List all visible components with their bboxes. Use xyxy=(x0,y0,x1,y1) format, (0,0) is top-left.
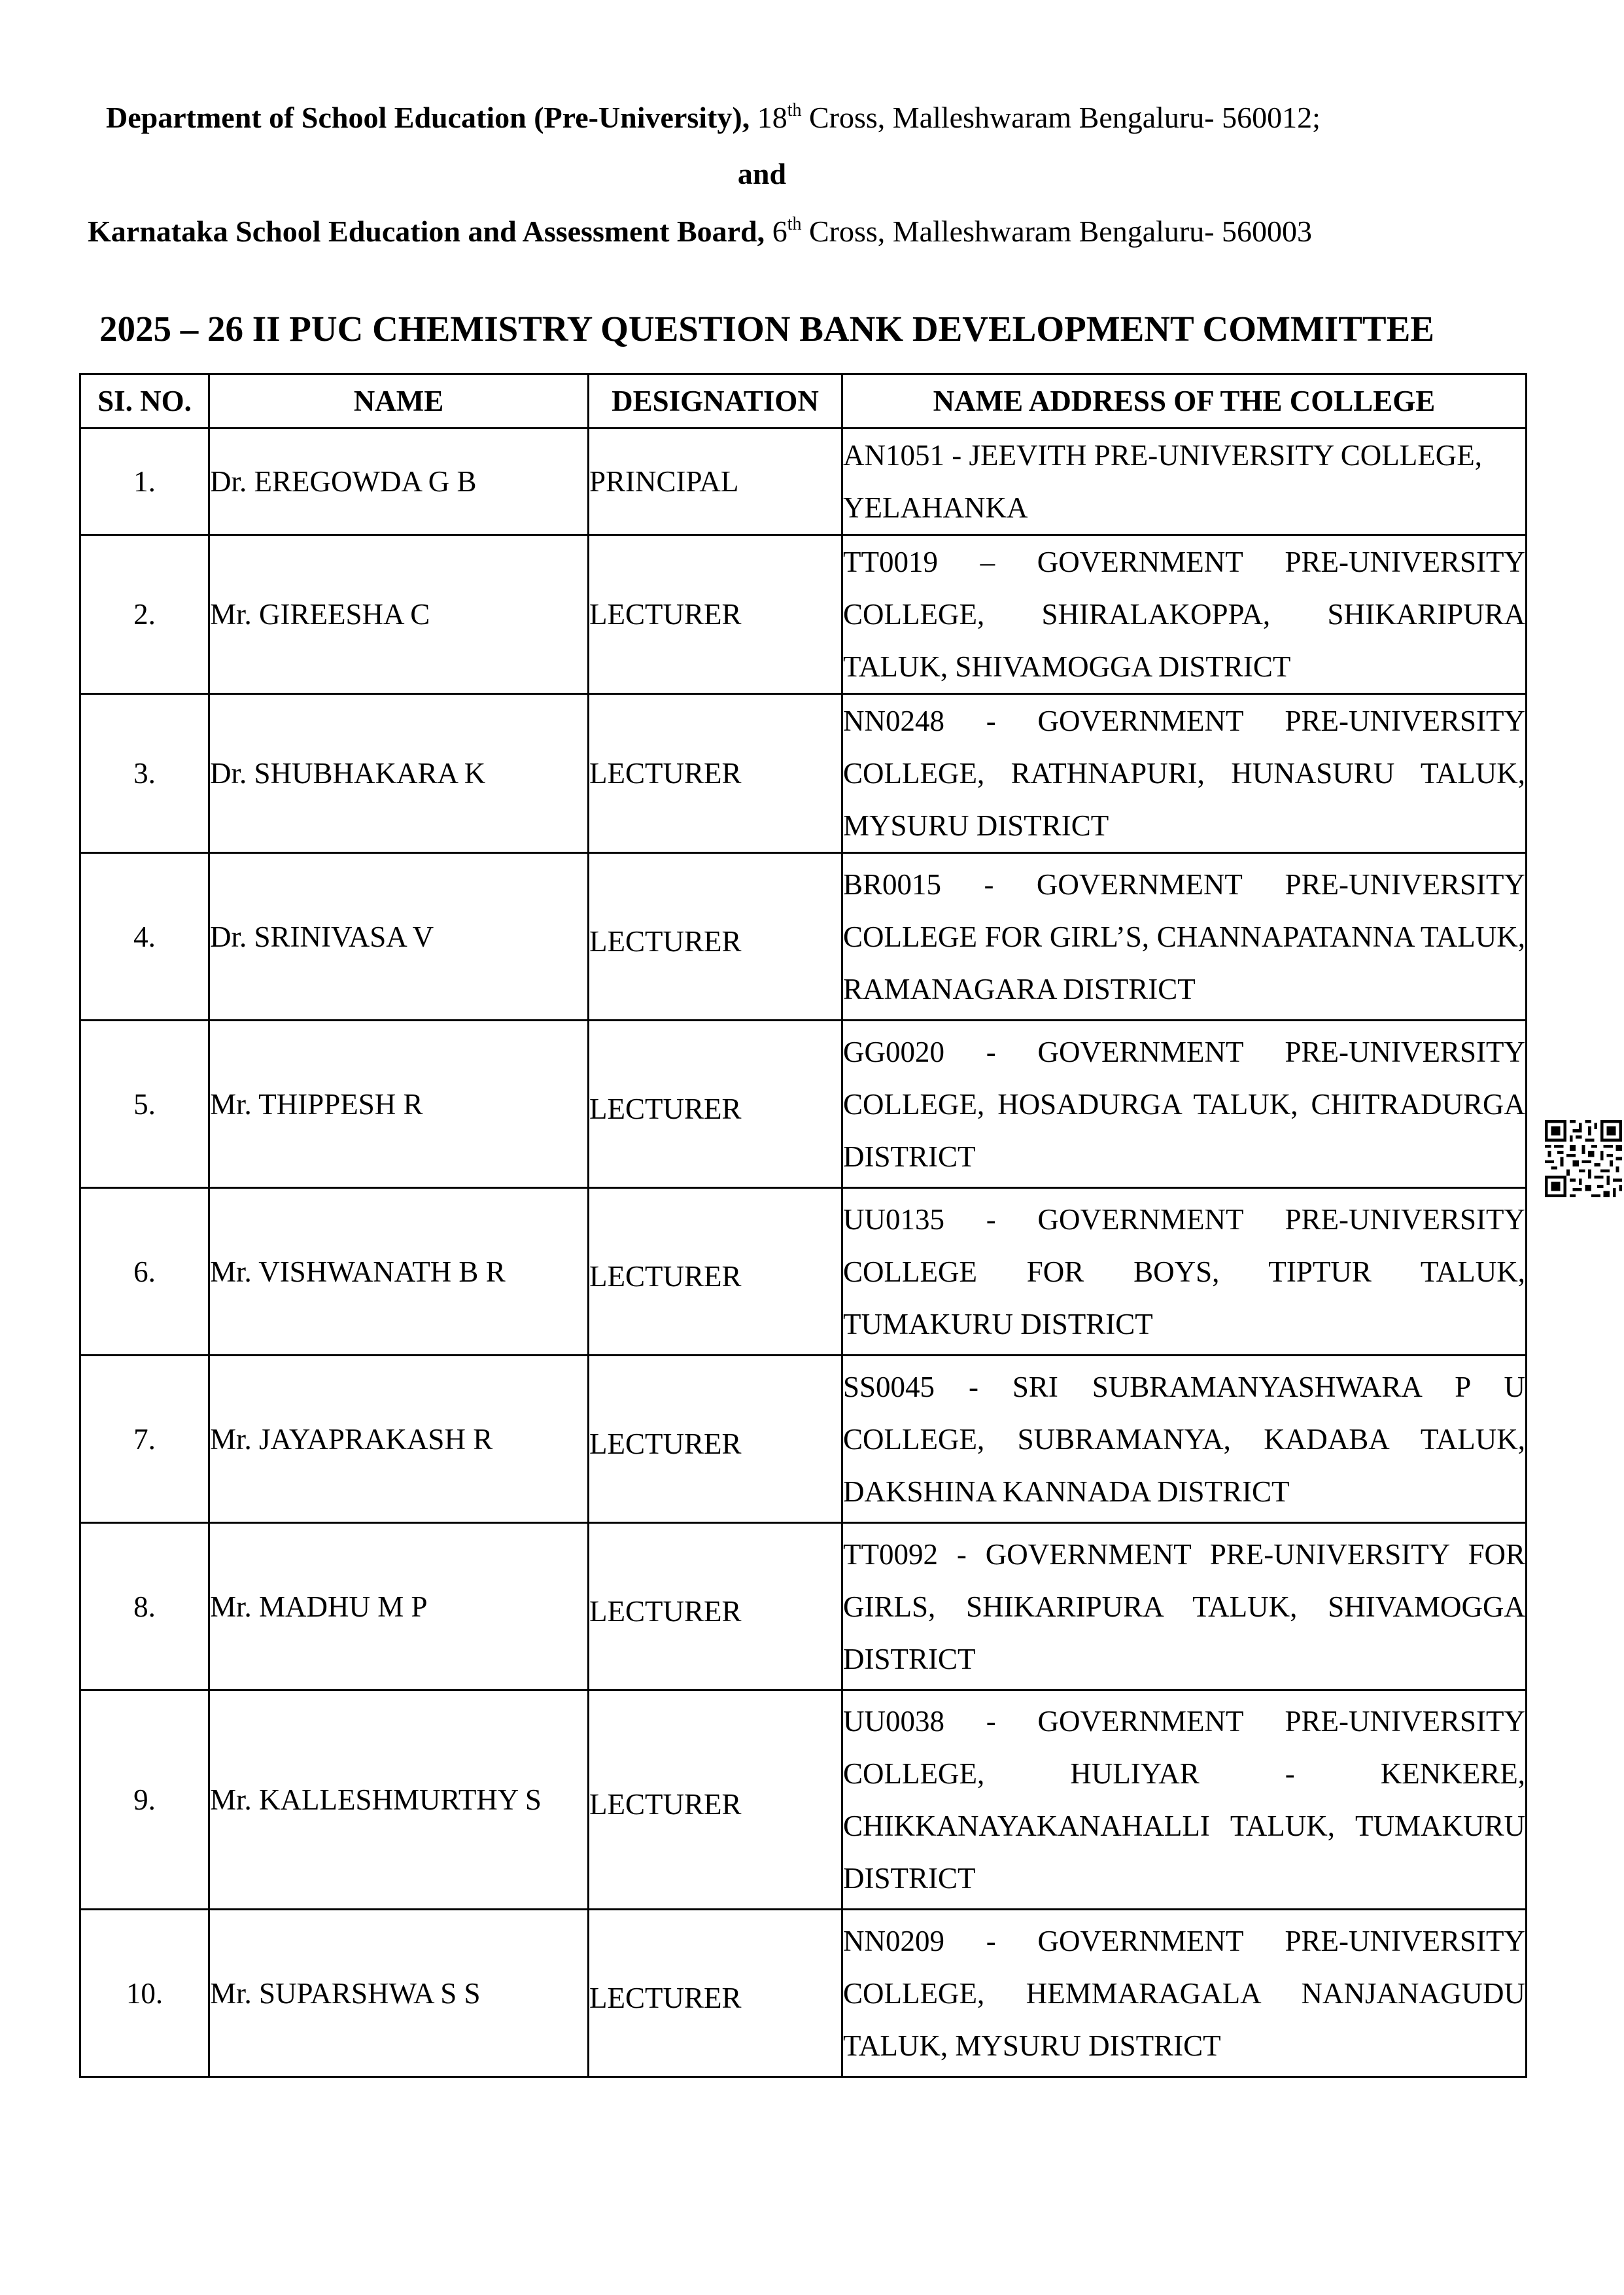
row-designation: LECTURER xyxy=(589,1691,842,1910)
row-sl-no: 2. xyxy=(80,535,209,694)
row-name: Mr. MADHU M P xyxy=(209,1523,589,1691)
table-row xyxy=(80,1021,1527,1188)
table-row xyxy=(80,853,1527,1021)
row-college: TT0092 - GOVERNMENT PRE-UNIVERSITY FOR GIRLS, SHIKARIPURA TALUK, SHIVAMOGGA DISTRICT xyxy=(842,1523,1527,1691)
department-name: Department of School Education (Pre-University), xyxy=(106,101,750,134)
row-sl-no: 3. xyxy=(80,694,209,853)
row-college: AN1051 - JEEVITH PRE-UNIVERSITY COLLEGE, YELAHANKA xyxy=(842,429,1527,535)
board-address: Cross, Malleshwaram Bengaluru- 560003 xyxy=(808,215,1313,248)
row-name: Mr. SUPARSHWA S S xyxy=(209,1910,589,2077)
row-designation: LECTURER xyxy=(589,1910,842,2077)
row-sl-no: 1. xyxy=(80,429,209,535)
row-name: Mr. THIPPESH R xyxy=(209,1021,589,1188)
department-cross-suffix: th xyxy=(787,100,802,120)
row-name: Dr. SHUBHAKARA K xyxy=(209,694,589,853)
row-college: UU0135 - GOVERNMENT PRE-UNIVERSITY COLLEGE FOR BOYS, TIPTUR TALUK, TUMAKURU DISTRICT xyxy=(842,1188,1527,1356)
header-sl-no: SI. NO. xyxy=(80,374,209,429)
table-row xyxy=(80,1691,1527,1910)
row-designation: LECTURER xyxy=(589,1188,842,1356)
department-cross-number: 18 xyxy=(757,101,787,134)
row-sl-no: 7. xyxy=(80,1356,209,1523)
row-college: BR0015 - GOVERNMENT PRE-UNIVERSITY COLLEGE FOR GIRL’S, CHANNAPATANNA TALUK, RAMANAGARA DISTRICT xyxy=(842,853,1527,1021)
table-row xyxy=(80,694,1527,853)
row-college: UU0038 - GOVERNMENT PRE-UNIVERSITY COLLEGE, HULIYAR - KENKERE, CHIKKANAYAKANAHALLI TALUK, TUMAKURU DISTRICT xyxy=(842,1691,1527,1910)
row-designation: LECTURER xyxy=(589,535,842,694)
board-name: Karnataka School Education and Assessment Board, xyxy=(88,215,765,248)
row-sl-no: 5. xyxy=(80,1021,209,1188)
table-row xyxy=(80,535,1527,694)
table-row xyxy=(80,1356,1527,1523)
row-name: Mr. KALLESHMURTHY S xyxy=(209,1691,589,1910)
row-designation: LECTURER xyxy=(589,1356,842,1523)
row-college: SS0045 - SRI SUBRAMANYASHWARA P U COLLEGE, SUBRAMANYA, KADABA TALUK, DAKSHINA KANNADA DISTRICT xyxy=(842,1356,1527,1523)
row-sl-no: 6. xyxy=(80,1188,209,1356)
row-college: TT0019 – GOVERNMENT PRE-UNIVERSITY COLLEGE, SHIRALAKOPPA, SHIKARIPURA TALUK, SHIVAMOGGA DISTRICT xyxy=(842,535,1527,694)
row-designation: LECTURER xyxy=(589,1021,842,1188)
row-college: GG0020 - GOVERNMENT PRE-UNIVERSITY COLLEGE, HOSADURGA TALUK, CHITRADURGA DISTRICT xyxy=(842,1021,1527,1188)
header-connector: and xyxy=(737,157,787,190)
row-name: Mr. GIREESHA C xyxy=(209,535,589,694)
committee-table xyxy=(79,373,1527,2078)
board-cross-suffix: th xyxy=(787,214,802,234)
row-name: Dr. EREGOWDA G B xyxy=(209,429,589,535)
row-name: Dr. SRINIVASA V xyxy=(209,853,589,1021)
table-header-row xyxy=(80,374,1527,429)
qr-code-icon xyxy=(1545,1120,1622,1197)
header-name: NAME xyxy=(209,374,589,429)
row-sl-no: 4. xyxy=(80,853,209,1021)
department-address: Cross, Malleshwaram Bengaluru- 560012; xyxy=(808,101,1321,134)
table-row xyxy=(80,1523,1527,1691)
row-designation: LECTURER xyxy=(589,1523,842,1691)
header-department-line xyxy=(106,99,1624,136)
table-row xyxy=(80,1188,1527,1356)
row-name: Mr. VISHWANATH B R xyxy=(209,1188,589,1356)
table-row xyxy=(80,429,1527,535)
table-row xyxy=(80,1910,1527,2077)
row-college: NN0248 - GOVERNMENT PRE-UNIVERSITY COLLEGE, RATHNAPURI, HUNASURU TALUK, MYSURU DISTRICT xyxy=(842,694,1527,853)
board-cross-number: 6 xyxy=(772,215,787,248)
header-board-line xyxy=(88,213,1624,250)
row-sl-no: 10. xyxy=(80,1910,209,2077)
header-college: NAME ADDRESS OF THE COLLEGE xyxy=(842,374,1527,429)
page-title: 2025 – 26 II PUC CHEMISTRY QUESTION BANK DEVELOPMENT COMMITTEE xyxy=(99,309,1434,349)
row-sl-no: 9. xyxy=(80,1691,209,1910)
row-name: Mr. JAYAPRAKASH R xyxy=(209,1356,589,1523)
row-college: NN0209 - GOVERNMENT PRE-UNIVERSITY COLLEGE, HEMMARAGALA NANJANAGUDU TALUK, MYSURU DISTRICT xyxy=(842,1910,1527,2077)
row-sl-no: 8. xyxy=(80,1523,209,1691)
header-designation: DESIGNATION xyxy=(589,374,842,429)
row-designation: LECTURER xyxy=(589,694,842,853)
row-designation: LECTURER xyxy=(589,853,842,1021)
row-designation: PRINCIPAL xyxy=(589,429,842,535)
